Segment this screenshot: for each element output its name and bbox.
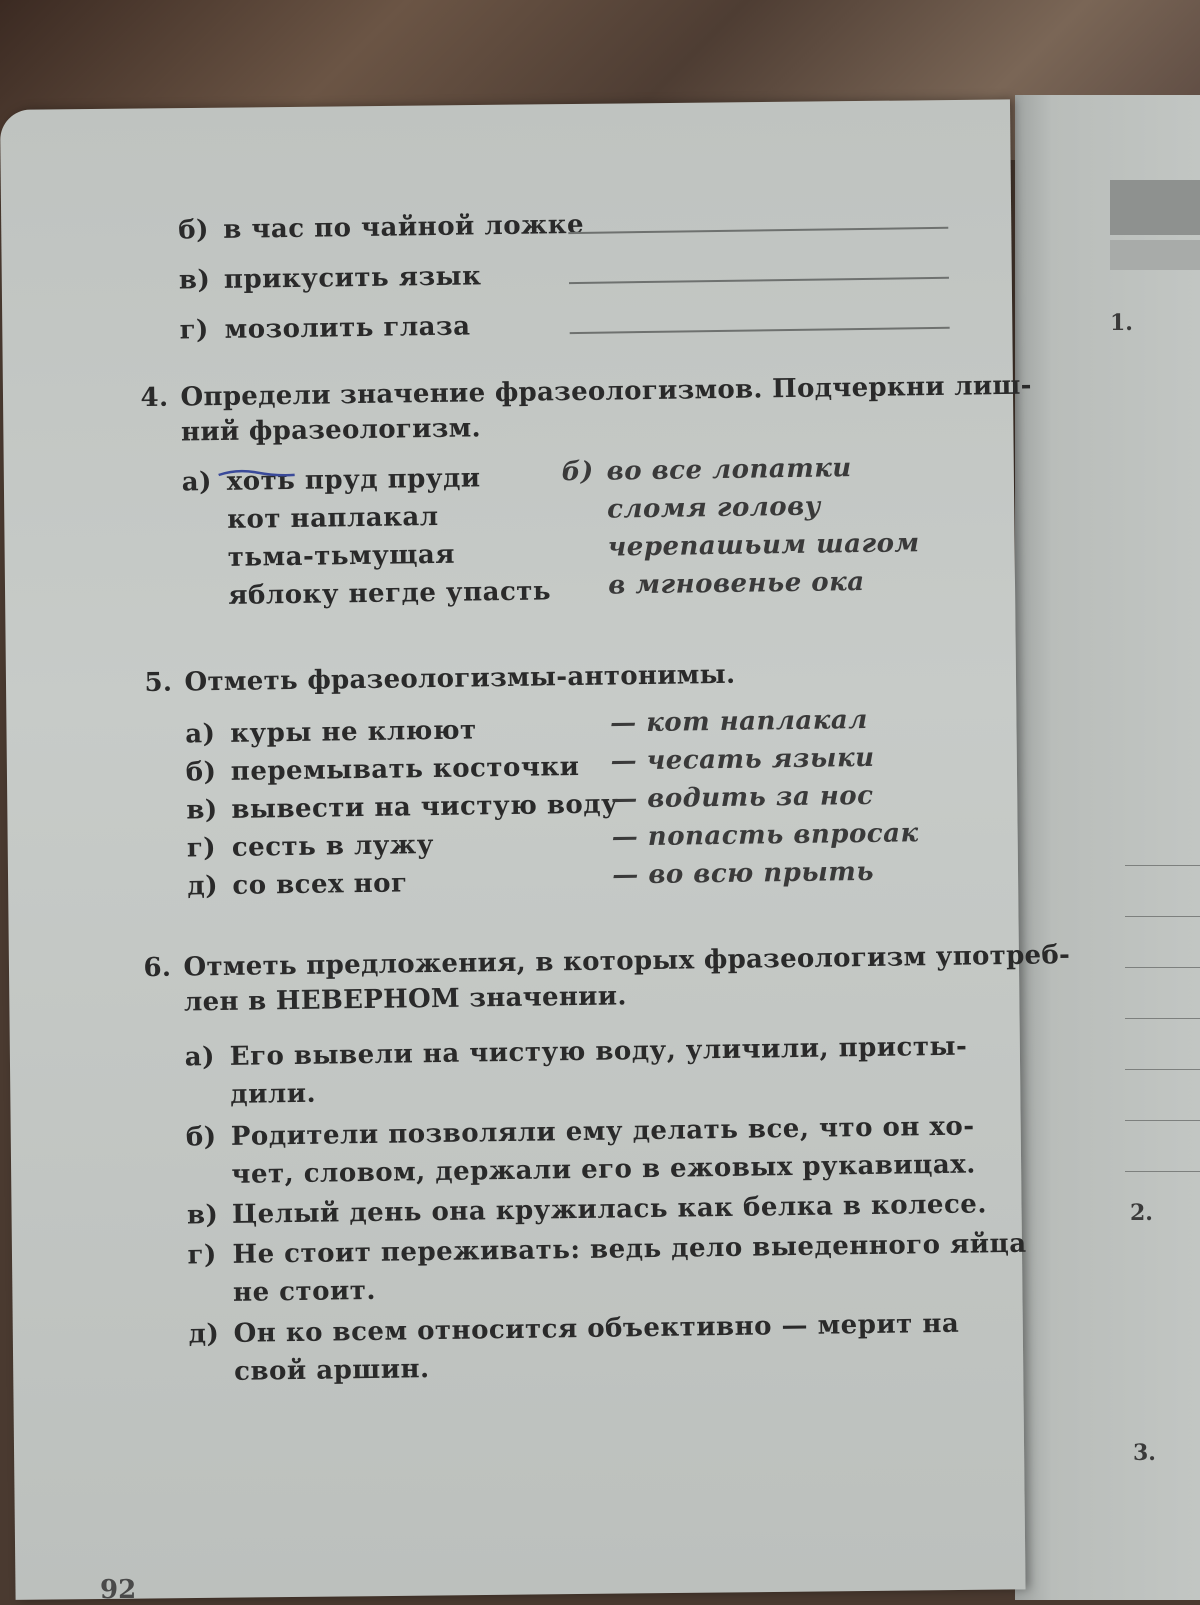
answer-line[interactable]	[570, 327, 950, 334]
task5-pair-left	[187, 868, 407, 901]
task5-pair-right: — попасть впросак	[611, 818, 919, 853]
task5-pair-right: — кот наплакал	[609, 704, 868, 739]
item-text: в час по чайной ложке	[223, 209, 585, 245]
task4-col-a-item: яблоку негде упасть	[228, 576, 552, 611]
item-marker: в)	[186, 795, 218, 826]
right-page-subheader-bar	[1110, 240, 1200, 270]
task5-pair-left	[187, 830, 434, 863]
task6-item-d	[188, 1309, 959, 1350]
task-number: 4.	[140, 382, 169, 414]
task6-item-v	[187, 1189, 987, 1230]
task6-item-d-cont: свой аршин.	[233, 1354, 430, 1387]
task4-col-b-item: во все лопатки	[606, 453, 852, 487]
pair-left-text: вывести на чистую воду	[231, 789, 619, 825]
task4-col-a-marker: а)	[181, 467, 213, 498]
item-marker: д)	[187, 871, 219, 902]
right-page-number-3: 3.	[1133, 1440, 1156, 1466]
item-marker: г)	[187, 1240, 217, 1271]
task5-pair-right: — водить за нос	[611, 780, 874, 815]
task4-col-b-marker: б)	[561, 456, 594, 488]
task4-col-a-item: кот наплакал	[227, 501, 439, 535]
task4-title-line2: ний фразеологизм.	[180, 413, 482, 448]
task4-col-a-item: хоть пруд пруди	[226, 463, 481, 497]
pen-underline-mark	[217, 466, 297, 481]
task3-item-b	[178, 210, 584, 246]
item-marker: а)	[185, 719, 216, 750]
task4-title-line1	[140, 371, 1032, 413]
item-text: Он ко всем относится объективно — мерит на	[233, 1308, 960, 1349]
task-title-text: Определи значение фразеологизмов. Подчеркни лиш-	[180, 370, 1032, 413]
task5-pair-left	[186, 789, 618, 825]
right-page-table	[1125, 865, 1200, 1195]
item-text: Целый день она кружилась как белка в колесе.	[231, 1189, 988, 1230]
answer-line[interactable]	[569, 277, 949, 284]
item-text: Родители позволяли ему делать все, что он хо-	[230, 1111, 975, 1152]
task3-item-g	[179, 311, 470, 345]
task5-title	[144, 660, 735, 698]
task5-pair-left	[185, 715, 477, 749]
task6-title-line1	[143, 940, 1070, 983]
task-number: 6.	[143, 952, 172, 984]
task6-item-b	[186, 1112, 975, 1153]
right-page-number-1: 1.	[1110, 310, 1133, 336]
task4-col-b-item: сломя голову	[606, 491, 822, 525]
task4-col-a-item: тьма-тьмущая	[227, 539, 456, 573]
task6-item-b-cont: чет, словом, держали его в ежовых рукавицах.	[231, 1149, 976, 1190]
task-number: 5.	[144, 667, 173, 699]
right-page-number-2: 2.	[1130, 1200, 1153, 1226]
pair-left-text: перемывать косточки	[230, 751, 580, 787]
item-marker: б)	[178, 215, 210, 246]
item-text: мозолить глаза	[224, 311, 471, 345]
answer-line[interactable]	[568, 227, 948, 234]
pair-left-text: куры не клюют	[230, 715, 477, 749]
item-marker: в)	[186, 1200, 219, 1231]
pair-left-text: сесть в лужу	[231, 830, 435, 863]
task5-pair-right: — во всю прыть	[612, 856, 875, 891]
page-number: 92	[100, 1575, 137, 1605]
task5-pair-left	[186, 752, 580, 787]
item-marker: д)	[188, 1319, 220, 1350]
item-text: Не стоит переживать: ведь дело выеденного яйца	[232, 1228, 1027, 1270]
task6-title-line2: лен в НЕВЕРНОМ значении.	[183, 981, 627, 1018]
item-marker: б)	[185, 757, 217, 788]
item-marker: г)	[179, 315, 210, 346]
item-text: Его вывели на чистую воду, уличили, присты-	[229, 1031, 968, 1072]
right-page-header-bar	[1110, 180, 1200, 235]
task6-item-g	[187, 1229, 1026, 1271]
item-marker: г)	[186, 833, 217, 864]
task-title-text: Отметь фразеологизмы-антонимы.	[184, 659, 736, 698]
item-text: прикусить язык	[223, 261, 482, 295]
task4-col-b-item: черепашьим шагом	[607, 528, 920, 563]
item-marker: в)	[178, 265, 211, 296]
task5-pair-right: — чесать языки	[610, 742, 875, 777]
task6-item-a-cont: дили.	[230, 1078, 317, 1110]
task6-item-a	[185, 1032, 968, 1073]
task4-col-b-item: в мгновенье ока	[608, 566, 865, 601]
right-page	[1015, 95, 1200, 1600]
item-marker: б)	[185, 1122, 217, 1153]
item-marker: а)	[184, 1042, 216, 1073]
task6-item-g-cont: не стоит.	[232, 1275, 377, 1308]
task-title-text: Отметь предложения, в которых фразеологизм употреб-	[183, 940, 1071, 983]
task3-item-v	[179, 261, 482, 295]
pair-left-text: со всех ног	[232, 868, 408, 901]
